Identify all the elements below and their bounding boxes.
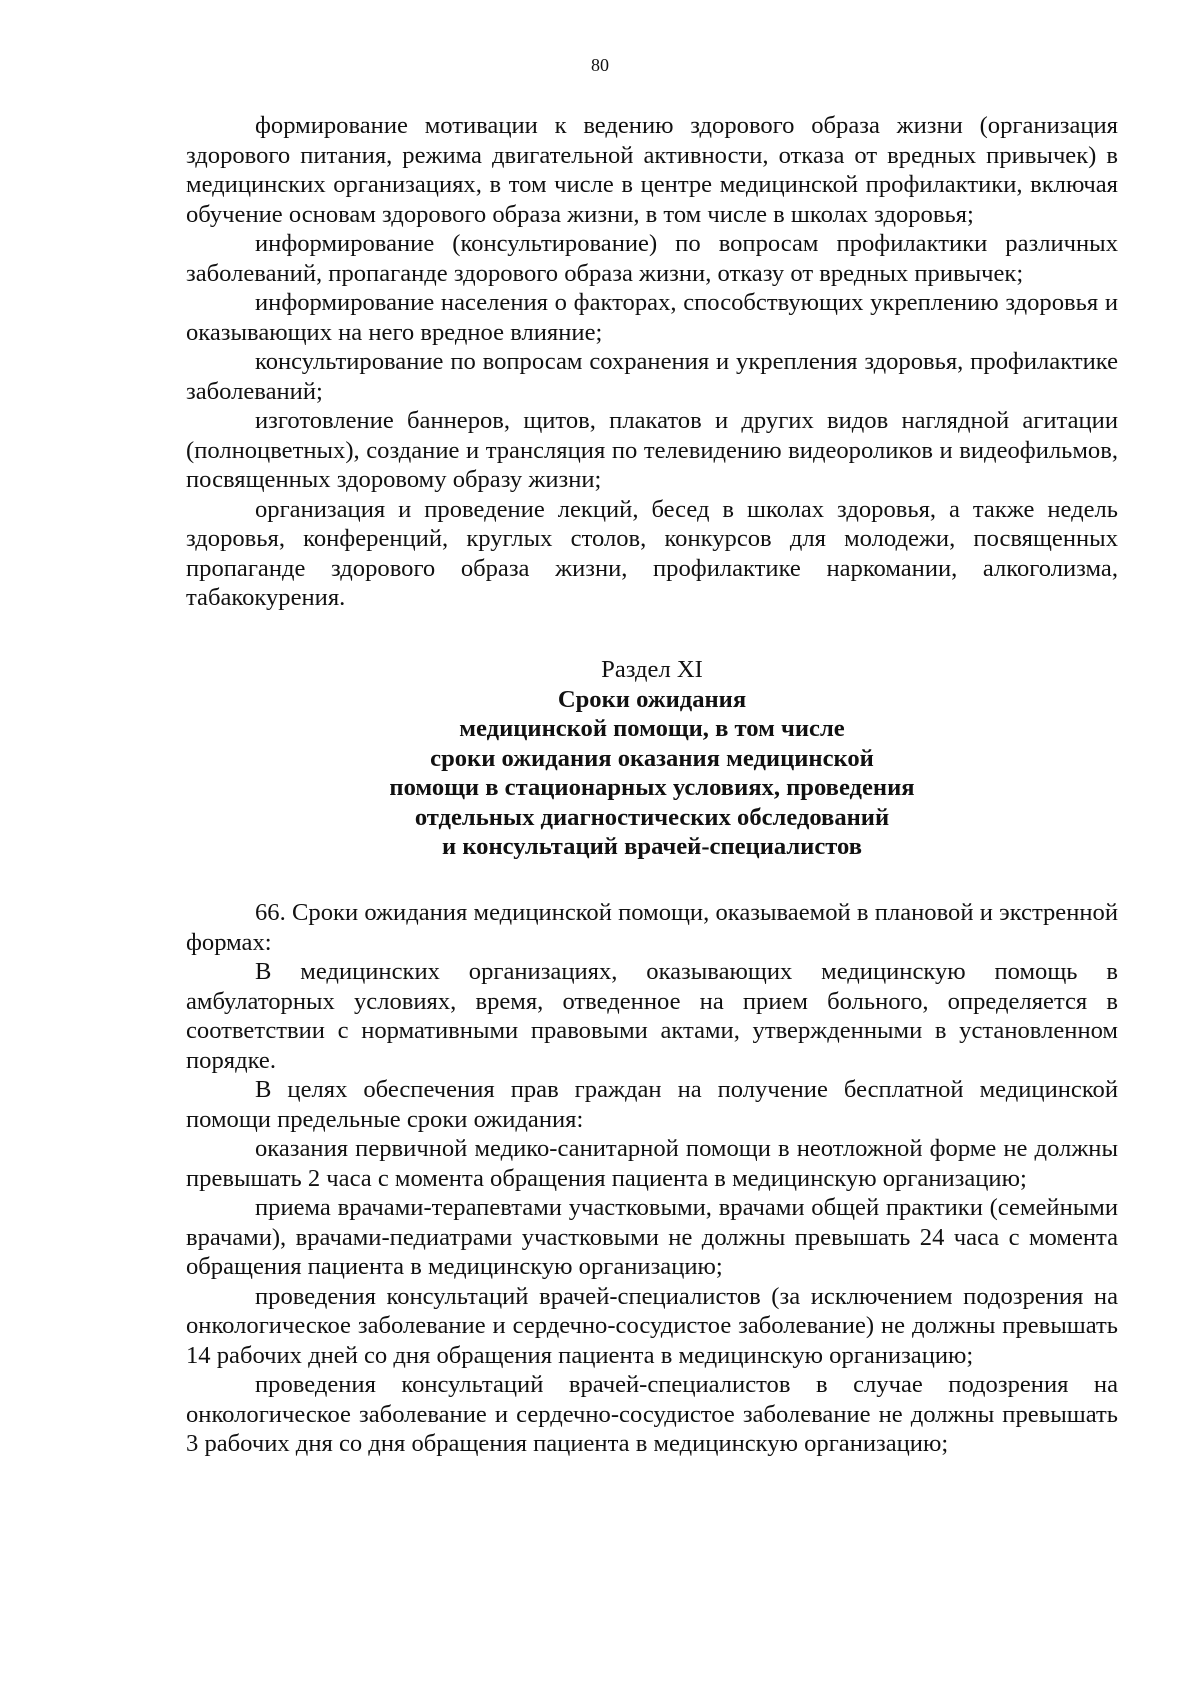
paragraph: оказания первичной медико-санитарной помощи в неотложной форме не должны превышать 2 часа с момента обращения пациента в медицинскую организацию; — [186, 1135, 1118, 1192]
paragraph: информирование населения о факторах, способствующих укреплению здоровья и оказывающих на него вредное влияние; — [186, 289, 1118, 346]
section-title-line: Сроки ожидания — [557, 685, 747, 713]
page-number: 80 — [591, 55, 609, 75]
section-title-line: сроки ожидания оказания медицинской — [430, 744, 874, 772]
section-title-line: помощи в стационарных условиях, проведения — [389, 774, 915, 801]
paragraph: приема врачами-терапевтами участковыми, врачами общей практики (семейными врачами), врачами-педиатрами участковыми не должны превышать 24 часа с момента обращения пациента в медицинскую организацию; — [186, 1194, 1118, 1280]
section-title-line: и консультаций врачей-специалистов — [442, 833, 862, 860]
paragraph: информирование (консультирование) по вопросам профилактики различных заболеваний, пропаганде здорового образа жизни, отказу от вредных привычек; — [186, 230, 1118, 287]
paragraph: 66. Сроки ожидания медицинской помощи, оказываемой в плановой и экстренной формах: — [186, 899, 1118, 956]
paragraph: проведения консультаций врачей-специалистов (за исключением подозрения на онкологическое заболевание и сердечно-сосудистое заболевание) не должны превышать 14 рабочих дней со дня обращения пациента в медицинскую организацию; — [186, 1282, 1118, 1369]
paragraph: консультирование по вопросам сохранения и укрепления здоровья, профилактике заболеваний; — [186, 348, 1118, 405]
section-title-line: отдельных диагностических обследований — [414, 803, 890, 831]
bottom-text-block — [186, 898, 1118, 1459]
paragraph: организация и проведение лекций, бесед в школах здоровья, а также недель здоровья, конференций, круглых столов, конкурсов для молодежи, посвященных пропаганде здорового образа жизни, профилактике наркомании, алкоголизма, табакокурения. — [186, 495, 1118, 611]
paragraph: изготовление баннеров, щитов, плакатов и других видов наглядной агитации (полноцветных), создание и трансляция по телевидению видеороликов и видеофильмов, посвященных здоровому образу жизни; — [186, 407, 1118, 493]
paragraph: проведения консультаций врачей-специалистов в случае подозрения на онкологическое заболевание и сердечно-сосудистое заболевание не должны превышать 3 рабочих дня со дня обращения пациента в медицинскую организацию; — [186, 1371, 1118, 1457]
paragraph: формирование мотивации к ведению здорового образа жизни (организация здорового питания, режима двигательной активности, отказа от вредных привычек) в медицинских организациях, в том числе в центре медицинской профилактики, включая обучение основам здорового образа жизни, в том числе в школах здоровья; — [186, 112, 1118, 228]
paragraph: В медицинских организациях, оказывающих медицинскую помощь в амбулаторных условиях, время, отведенное на прием больного, определяется в соответствии с нормативными правовыми актами, утвержденными в установленном порядке. — [186, 958, 1118, 1074]
section-heading — [186, 655, 1118, 862]
section-label: Раздел XI — [601, 656, 703, 683]
paragraph: В целях обеспечения прав граждан на получение бесплатной медицинской помощи предельные сроки ожидания: — [186, 1076, 1118, 1133]
section-title-line: медицинской помощи, в том числе — [459, 715, 845, 742]
top-text-block — [186, 111, 1118, 613]
